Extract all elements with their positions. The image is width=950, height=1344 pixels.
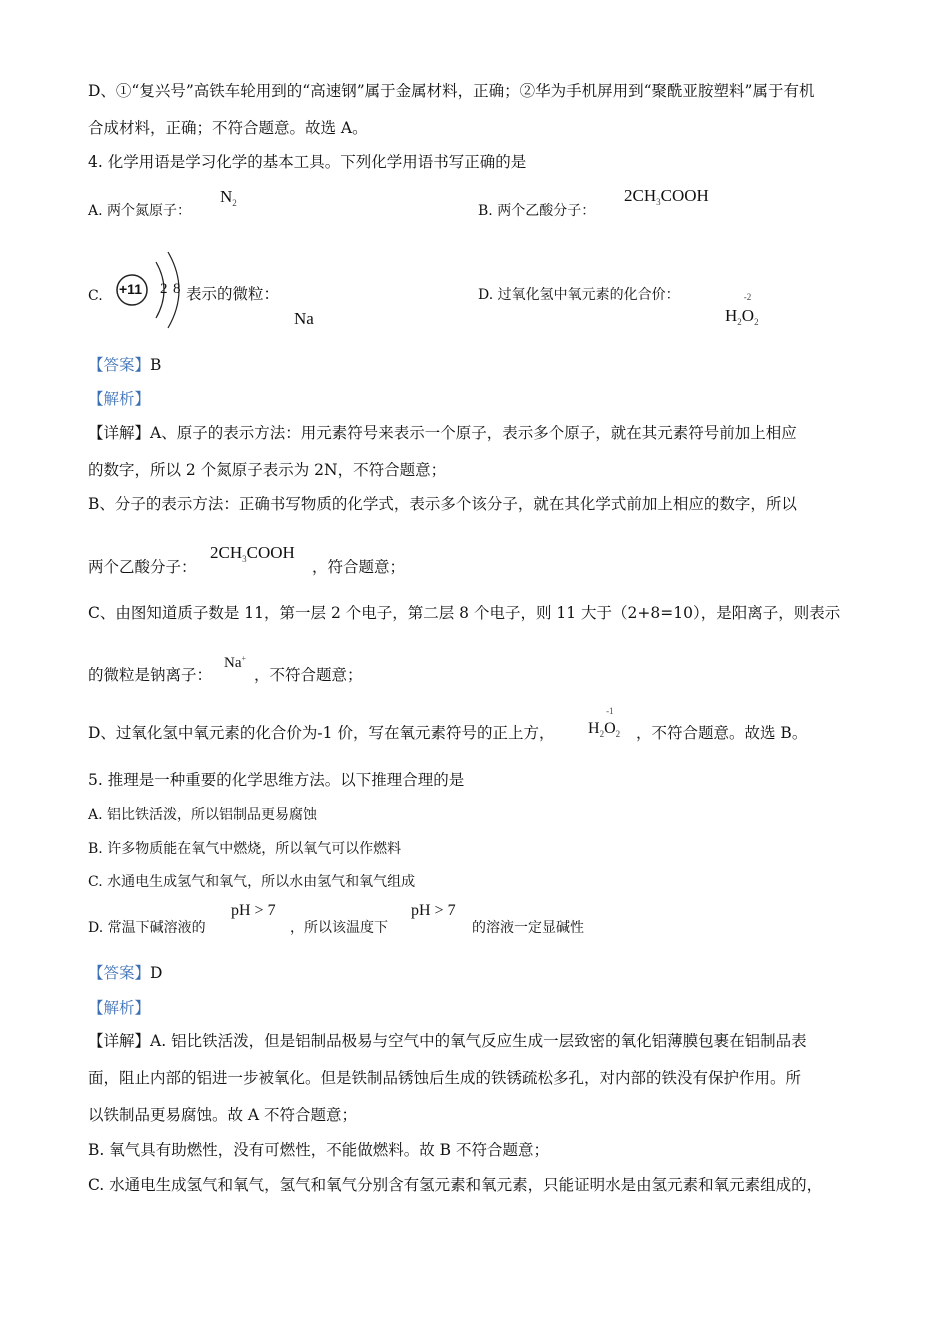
shell-1-electrons: 2 bbox=[160, 281, 168, 297]
option-a: A. 两个氮原子： bbox=[88, 203, 192, 219]
shell-2-electrons: 8 bbox=[173, 281, 181, 297]
analysis-tag: 【解析】 bbox=[88, 390, 151, 408]
nucleus-charge: +11 bbox=[119, 281, 142, 297]
option-a: A. 铝比铁活泼，所以铝制品更易腐蚀 bbox=[88, 807, 318, 823]
answer-5: 【答案】D bbox=[88, 964, 163, 982]
option-c-text: 表示的微粒： bbox=[186, 285, 280, 303]
detail-line: B. 氧气具有助燃性，没有可燃性，不能做燃料。故 B 不符合题意； bbox=[88, 1141, 549, 1159]
formula-n2: $N_2$ bbox=[220, 187, 237, 208]
formula-ph: pH > 7 bbox=[411, 902, 456, 919]
detail-line: 的数字，所以 2 个氮原子表示为 2N，不符合题意； bbox=[88, 461, 447, 479]
detail-line: 【详解】A. 铝比铁活泼，但是铝制品极易与空气中的氧气反应生成一层致密的氧化铝薄膜包裹在铝制品表 bbox=[88, 1032, 807, 1050]
option-c-label: C. bbox=[88, 288, 103, 304]
formula-na: Na bbox=[294, 309, 314, 328]
detail-line: C. 水通电生成氢气和氧气，氢气和氧气分别含有氢元素和氧元素，只能证明水是由氢元素和氧元素组成的， bbox=[88, 1176, 823, 1194]
option-b: B. 两个乙酸分子： bbox=[478, 203, 596, 219]
detail-line: 两个乙酸分子： bbox=[88, 558, 197, 576]
option-d: D. 常温下碱溶液的 bbox=[88, 920, 206, 936]
formula-ph: pH > 7 bbox=[231, 902, 276, 919]
question-4-stem: 4. 化学用语是学习化学的基本工具。下列化学用语书写正确的是 bbox=[88, 153, 527, 171]
option-d: D. 过氧化氢中氧元素的化合价： bbox=[478, 287, 680, 303]
detail-line: C、由图知道质子数是 11，第一层 2 个电子，第二层 8 个电子，则 11 大于（2+8=10），是阳离子，则表示 bbox=[88, 604, 841, 622]
detail-line: 以铁制品更易腐蚀。故 A 不符合题意； bbox=[88, 1106, 358, 1124]
detail-line: D、过氧化氢中氧元素的化合价为-1 价，写在氧元素符号的正上方， bbox=[88, 724, 555, 742]
formula-h2o2-valence-minus1: $H_2$ -1 $O_2$ bbox=[588, 706, 621, 739]
option-d-cont: 的溶液一定显碱性 bbox=[472, 920, 584, 936]
formula-acetic-acid: $2CH_3COOH$ bbox=[624, 186, 709, 207]
formula-h2o2-valence-minus2: $H_2$ -2 $O_2$ bbox=[725, 292, 759, 327]
detail-line: B、分子的表示方法：正确书写物质的化学式，表示多个该分子，就在其化学式前加上相应的数字，所以 bbox=[88, 495, 797, 513]
detail-line: 【详解】A、原子的表示方法：用元素符号来表示一个原子，表示多个原子，就在其元素符号前加上相应 bbox=[88, 424, 797, 442]
detail-line: 面，阻止内部的铝进一步被氧化。但是铁制品锈蚀后生成的铁锈疏松多孔，对内部的铁没有保护作用。所 bbox=[88, 1069, 802, 1087]
detail-line: ，不符合题意； bbox=[254, 666, 363, 684]
question-5-stem: 5. 推理是一种重要的化学思维方法。以下推理合理的是 bbox=[88, 771, 465, 789]
formula-acetic-acid: $2CH_3COOH$ bbox=[210, 543, 295, 564]
detail-line: ，不符合题意。故选 B。 bbox=[636, 724, 808, 742]
text-line: D、①“复兴号”高铁车轮用到的“高速钢”属于金属材料，正确；②华为手机屏用到“聚酰亚胺塑料”属于有机 bbox=[88, 82, 815, 100]
detail-line: 的微粒是钠离子： bbox=[88, 666, 213, 684]
detail-line: ，符合题意； bbox=[312, 558, 406, 576]
option-b: B. 许多物质能在氧气中燃烧，所以氧气可以作燃料 bbox=[88, 841, 402, 857]
option-c: C. 水通电生成氢气和氧气，所以水由氢气和氧气组成 bbox=[88, 874, 416, 890]
answer-4: 【答案】B bbox=[88, 356, 162, 374]
option-d-cont: ，所以该温度下 bbox=[290, 920, 388, 936]
formula-na-ion: Na+ bbox=[224, 654, 247, 671]
analysis-tag: 【解析】 bbox=[88, 999, 151, 1017]
text-line: 合成材料，正确；不符合题意。故选 A。 bbox=[88, 119, 368, 137]
